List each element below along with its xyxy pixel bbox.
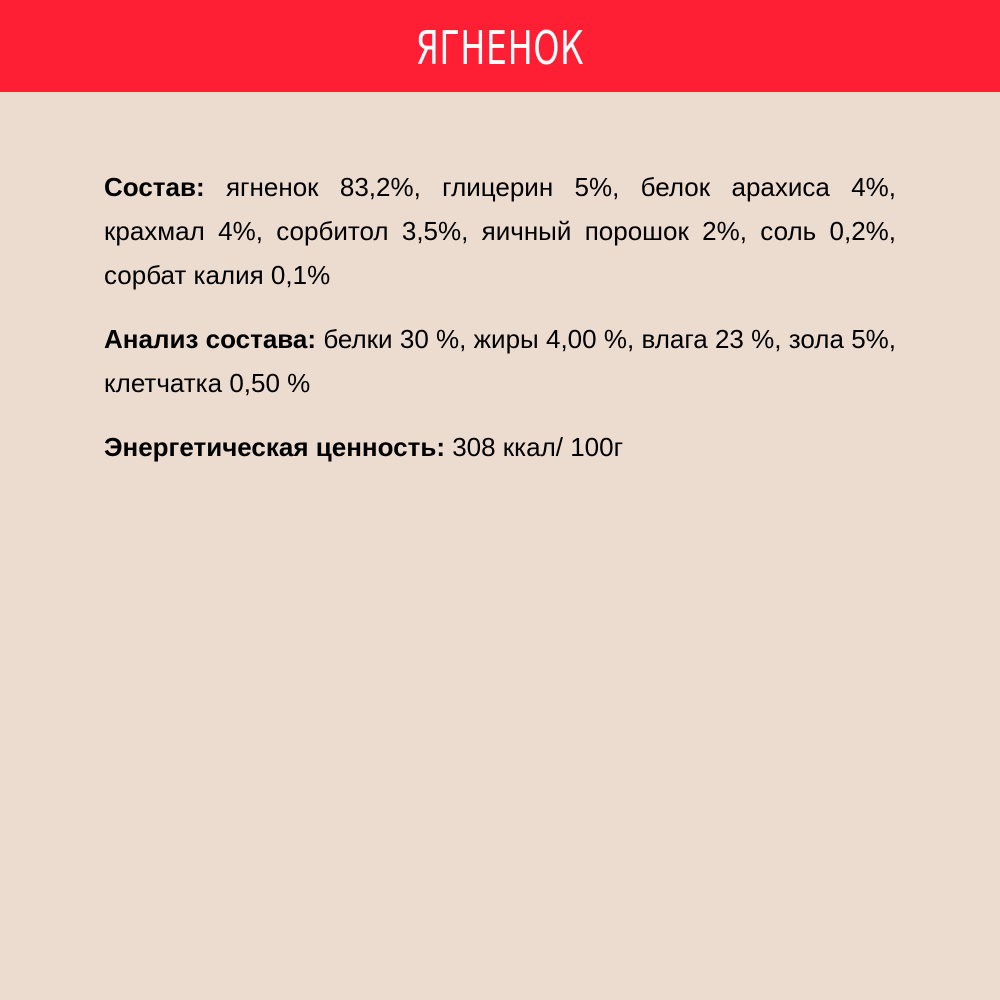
composition-label: Состав: — [104, 172, 205, 202]
header-banner — [0, 0, 1000, 92]
energy-label: Энергетическая ценность: — [104, 432, 445, 462]
energy-paragraph — [104, 425, 896, 469]
energy-text: 308 ккал/ 100г — [444, 432, 624, 462]
analysis-paragraph — [104, 317, 896, 405]
product-info — [104, 165, 896, 489]
composition-paragraph — [104, 165, 896, 297]
composition-text: ягненок 83,2%, глицерин 5%, белок арахиса 4%, крахмал 4%, сорбитол 3,5%, яичный порошок 2%, соль 0,2%, сорбат калия 0,1% — [104, 172, 896, 290]
analysis-label: Анализ состава: — [104, 324, 317, 354]
product-title: ЯГНЕНОК — [415, 21, 585, 75]
analysis-text: белки 30 %, жиры 4,00 %, влага 23 %, зола 5%, клетчатка 0,50 % — [104, 324, 896, 398]
